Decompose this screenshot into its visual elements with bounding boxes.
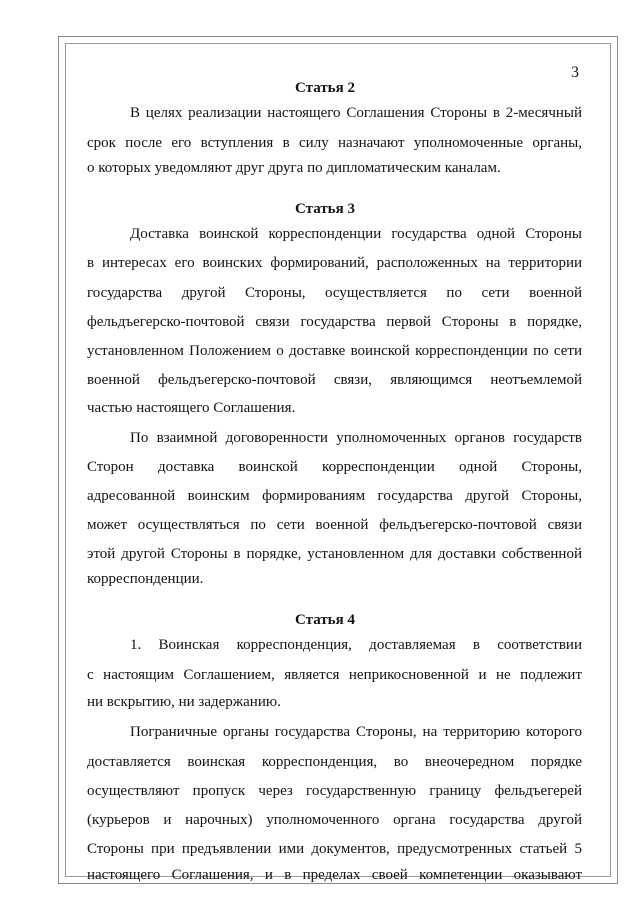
article-3-line-12: этой другой Стороны в порядке, установленном для доставки собственной xyxy=(87,546,582,562)
article-4-title: Статья 4 xyxy=(295,612,355,628)
article-3-line-7: частью настоящего Соглашения. xyxy=(87,400,296,416)
page-number: 3 xyxy=(571,64,579,81)
article-2-title: Статья 2 xyxy=(295,80,355,96)
article-3-line-11: может осуществляться по сети военной фельдъегерско-почтовой связи xyxy=(87,517,582,533)
article-4-line-8: Стороны при предъявлении ими документов, предусмотренных статьей 5 xyxy=(87,841,582,857)
article-3-line-2: в интересах его воинских формирований, расположенных на территории xyxy=(87,255,582,271)
article-3-line-3: государства другой Стороны, осуществляется по сети военной xyxy=(87,285,582,301)
article-3-title: Статья 3 xyxy=(295,201,355,217)
article-3-line-4: фельдъегерско-почтовой связи государства первой Стороны в порядке, xyxy=(87,314,582,330)
article-4-line-2: с настоящим Соглашением, является неприкосновенной и не подлежит xyxy=(87,667,582,683)
article-4-line-9: настоящего Соглашения, и в пределах своей компетенции оказывают xyxy=(87,867,582,883)
article-2-line-3: о которых уведомляют друг друга по дипломатическим каналам. xyxy=(87,160,501,176)
article-3-line-13: корреспонденции. xyxy=(87,571,204,587)
article-2-line-2: срок после его вступления в силу назначают уполномоченные органы, xyxy=(87,135,582,151)
article-3-line-6: военной фельдъегерско-почтовой связи, являющимся неотъемлемой xyxy=(87,372,582,388)
article-4-line-5: доставляется воинская корреспонденция, во внеочередном порядке xyxy=(87,754,582,770)
article-3-line-8: По взаимной договоренности уполномоченных органов государств xyxy=(130,430,582,446)
article-4-line-3: ни вскрытию, ни задержанию. xyxy=(87,694,281,710)
article-4-line-6: осуществляют пропуск через государственную границу фельдъегерей xyxy=(87,783,582,799)
article-3-line-1: Доставка воинской корреспонденции государства одной Стороны xyxy=(130,226,582,242)
article-4-line-1: 1. Воинская корреспонденция, доставляемая в соответствии xyxy=(130,637,582,653)
article-3-line-5: установленном Положением о доставке воинской корреспонденции по сети xyxy=(87,343,582,359)
article-4-line-7: (курьеров и нарочных) уполномоченного органа государства другой xyxy=(87,812,582,828)
article-3-line-9: Сторон доставка воинской корреспонденции одной Стороны, xyxy=(87,459,582,475)
article-3-line-10: адресованной воинским формированиям государства другой Стороны, xyxy=(87,488,582,504)
article-4-line-4: Пограничные органы государства Стороны, на территорию которого xyxy=(130,724,582,740)
article-2-line-1: В целях реализации настоящего Соглашения Стороны в 2-месячный xyxy=(130,105,582,121)
